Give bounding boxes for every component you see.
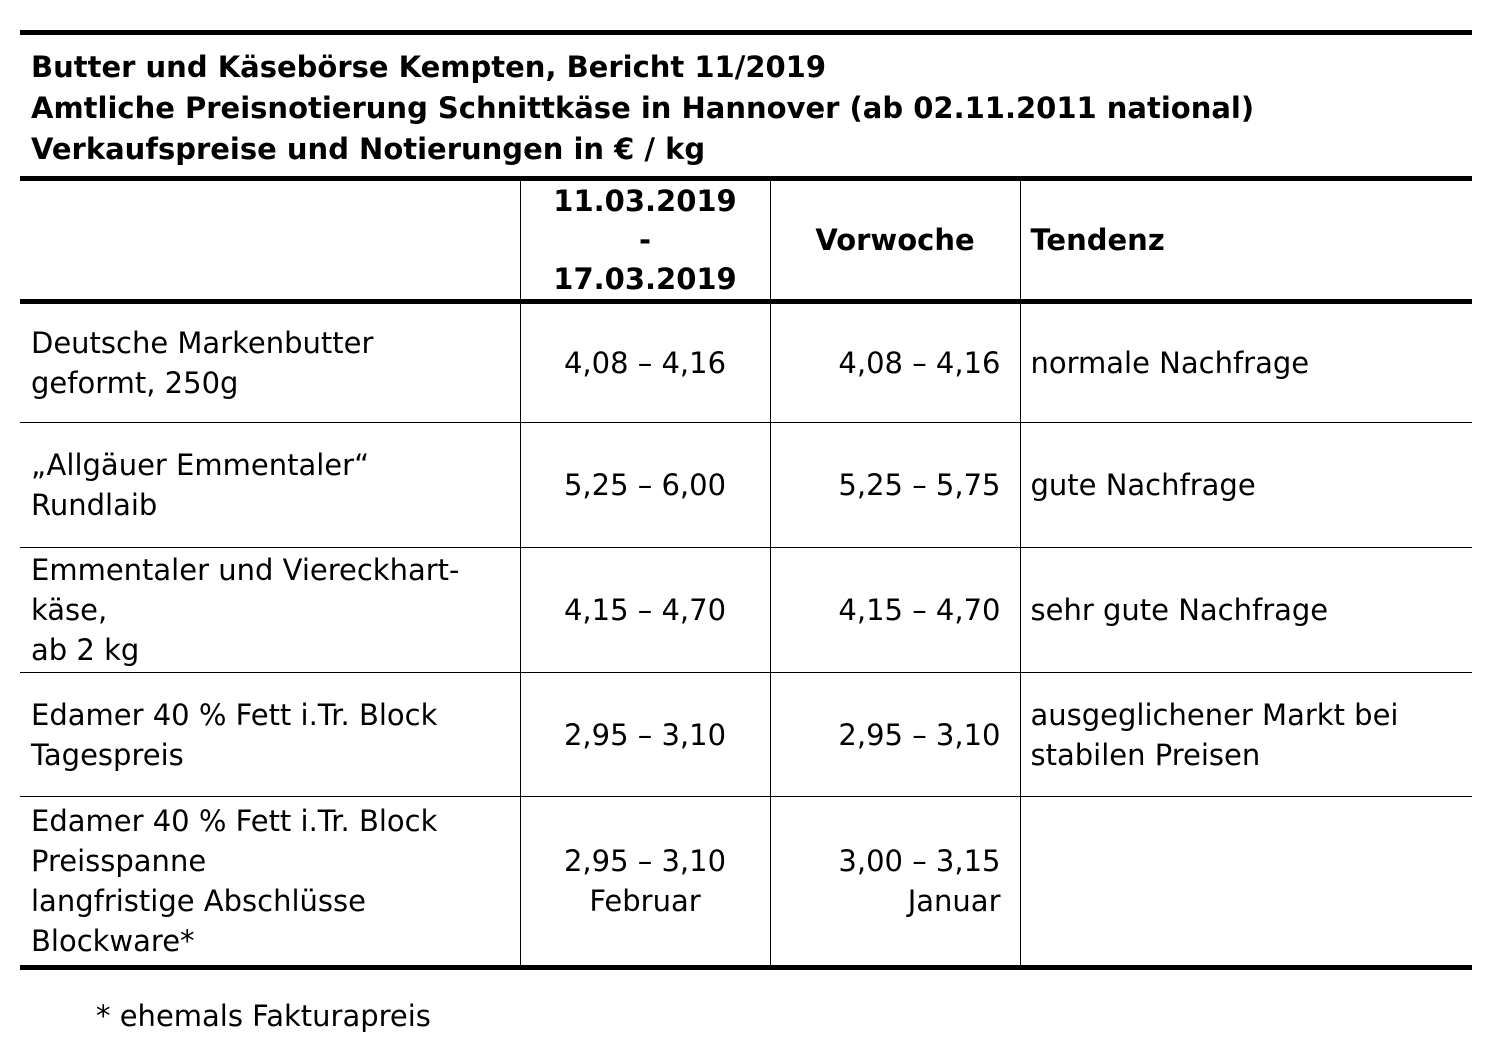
current-price: 5,25 – 6,00 <box>563 468 727 502</box>
product-line: Edamer 40 % Fett i.Tr. Block <box>31 804 438 838</box>
period-separator: - <box>638 222 652 257</box>
report-units: Verkaufspreise und Notierungen in € / kg <box>31 132 706 166</box>
previous-price-cell <box>770 548 1020 673</box>
footnote: * ehemals Fakturapreis <box>96 999 431 1033</box>
trend-text: normale Nachfrage <box>1030 346 1310 380</box>
report-subtitle: Amtliche Preisnotierung Schnittkäse in Hannover (ab 02.11.2011 national) <box>31 91 1255 125</box>
product-line: Edamer 40 % Fett i.Tr. Block <box>31 697 438 732</box>
product-cell <box>20 423 520 548</box>
product-line: Emmentaler und Viereckhart- <box>31 553 460 587</box>
period-end: 17.03.2019 <box>553 261 737 296</box>
product-line: käse, <box>31 593 108 627</box>
trend-text: gute Nachfrage <box>1030 468 1256 502</box>
product-line: Rundlaib <box>31 488 158 522</box>
header-previous-week: Vorwoche <box>770 179 1020 302</box>
trend-cell <box>1020 302 1472 423</box>
current-price: 2,95 – 3,10 <box>563 717 727 752</box>
report-title: Butter und Käsebörse Kempten, Bericht 11/2019 <box>31 50 827 84</box>
previous-price-cell <box>770 797 1020 968</box>
trend-cell <box>1020 673 1472 797</box>
header-trend: Tendenz <box>1020 179 1472 302</box>
previous-price: 4,08 – 4,16 <box>838 346 1001 380</box>
trend-cell <box>1020 423 1472 548</box>
product-line: geformt, 250g <box>31 366 239 400</box>
product-line: Tagespreis <box>31 737 184 772</box>
previous-price: 2,95 – 3,10 <box>838 717 1001 752</box>
price-table <box>20 176 1472 970</box>
current-price-cell <box>520 797 770 968</box>
previous-price-cell <box>770 423 1020 548</box>
trend-text: stabilen Preisen <box>1030 737 1261 772</box>
current-price-cell <box>520 548 770 673</box>
product-cell <box>20 548 520 673</box>
product-line: „Allgäuer Emmentaler“ <box>31 448 370 482</box>
current-price: Februar <box>589 884 701 918</box>
previous-price: Januar <box>907 884 1001 918</box>
report-header <box>20 35 1472 176</box>
period-start: 11.03.2019 <box>553 183 737 218</box>
previous-price: 4,15 – 4,70 <box>838 593 1001 627</box>
header-period <box>520 179 770 302</box>
current-price-cell <box>520 423 770 548</box>
trend-text: ausgeglichener Markt bei <box>1030 697 1399 732</box>
table-row <box>20 797 1472 968</box>
current-price: 2,95 – 3,10 <box>563 844 727 878</box>
current-price-cell <box>520 673 770 797</box>
product-line: Deutsche Markenbutter <box>31 326 374 360</box>
table-row <box>20 423 1472 548</box>
price-report <box>20 30 1472 970</box>
table-header-row <box>20 179 1472 302</box>
table-row <box>20 548 1472 673</box>
trend-cell <box>1020 548 1472 673</box>
product-line: Blockware* <box>31 924 195 958</box>
product-cell <box>20 797 520 968</box>
product-line: Preisspanne <box>31 844 207 878</box>
current-price: 4,08 – 4,16 <box>563 346 727 380</box>
trend-text: sehr gute Nachfrage <box>1030 593 1329 627</box>
table-row <box>20 302 1472 423</box>
previous-price: 5,25 – 5,75 <box>838 468 1001 502</box>
header-product <box>20 179 520 302</box>
product-cell <box>20 673 520 797</box>
trend-cell <box>1020 797 1472 968</box>
previous-price-cell <box>770 673 1020 797</box>
product-cell <box>20 302 520 423</box>
previous-price-cell <box>770 302 1020 423</box>
product-line: langfristige Abschlüsse <box>31 884 366 918</box>
product-line: ab 2 kg <box>31 633 140 667</box>
table-row <box>20 673 1472 797</box>
previous-price: 3,00 – 3,15 <box>838 844 1001 878</box>
current-price: 4,15 – 4,70 <box>563 593 727 627</box>
current-price-cell <box>520 302 770 423</box>
